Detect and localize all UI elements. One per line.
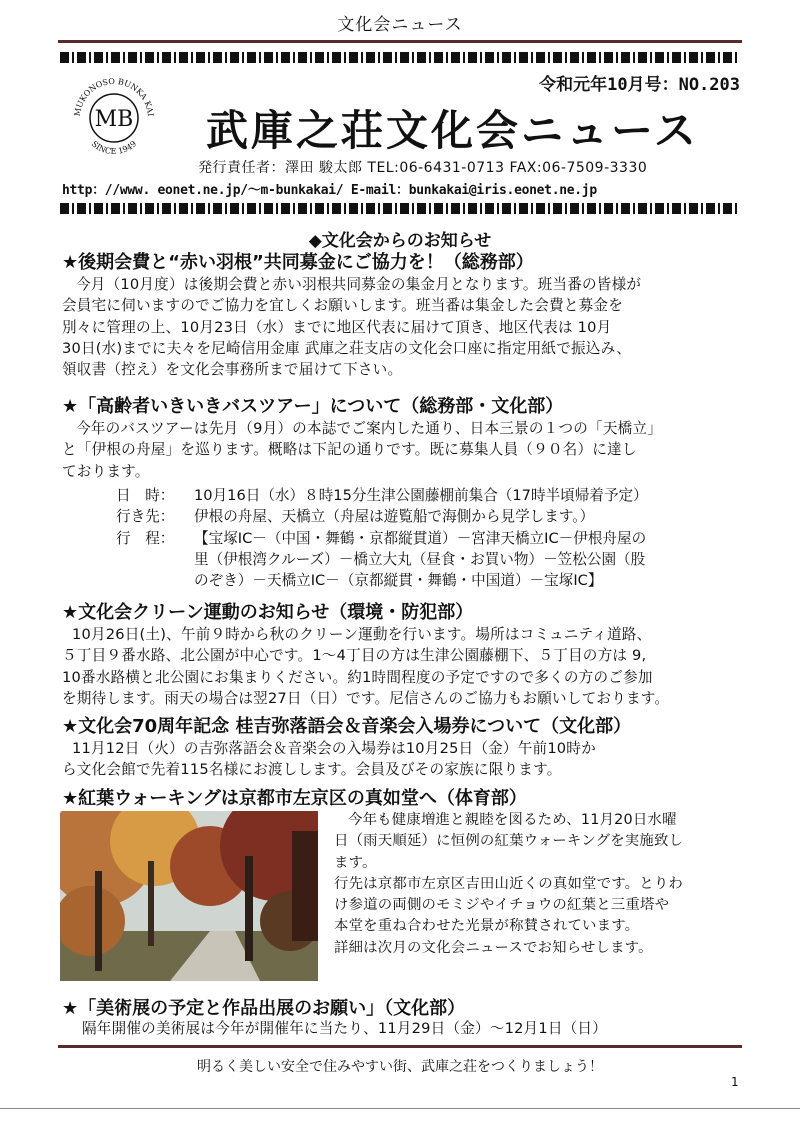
body-line: 隔年開催の美術展は今年が開催年に当たり、11月29日（金）～12月1日（日） xyxy=(82,1020,608,1037)
body-line: 今年のバスツアーは先月（9月）の本誌でご案内した通り、日本三景の１つの「天橋立」 xyxy=(76,420,663,437)
logo-since-text: SINCE 1949 xyxy=(89,139,139,157)
body-line: 11月12日（火）の吉弥落語会＆音楽会の入場券は10月25日（金）午前10時か xyxy=(72,740,596,757)
body-line: ます。 xyxy=(334,854,377,871)
issue-number: 令和元年10月号：NO.203 xyxy=(539,75,740,95)
schedule-label: 行 程： xyxy=(116,529,175,547)
body-line: け参道の両側のモミジやイチョウの紅葉と三重塔や xyxy=(334,897,670,914)
body-line: 10月26日(土)、午前９時から秋のクリーン運動を行います。場所はコミュニティ道路、 xyxy=(72,626,652,643)
article-title: ★「美術展の予定と作品出展のお願い」（文化部） xyxy=(62,998,466,1019)
body-line: 別々に管理の上、10月23日（水）までに地区代表に届けて頂き、地区代表は 10月 xyxy=(62,318,612,336)
body-line: 詳細は次月の文化会ニュースでお知らせします。 xyxy=(334,939,653,956)
logo-ring-text: MUKONOSO BUNKA KAI xyxy=(72,76,155,117)
schedule-text: 伊根の舟屋、天橋立（舟屋は遊覧船で海側から見学します。） xyxy=(194,508,595,526)
schedule-text: のぞき）－天橋立IC－（京都縦貫・舞鶴・中国道）－宝塚IC】 xyxy=(194,572,603,590)
body-line: 会員宅に伺いますのでご協力を宜しくお願いします。班当番は集金した会費と募金を xyxy=(62,297,623,315)
body-line: 今月（10月度）は後期会費と赤い羽根共同募金の集金月となります。班当番の皆様が xyxy=(76,276,642,293)
article-body xyxy=(62,274,641,380)
publisher-info: 発行責任者：澤田 駿太郎 TEL:06-6431-0713 FAX:06-7509-3330 xyxy=(198,160,648,176)
article-title: ★後期会費と“赤い羽根”共同募金にご協力を！（総務部） xyxy=(62,252,534,273)
article-title: ★「高齢者いきいきバスツアー」について（総務部・文化部） xyxy=(62,396,564,417)
running-title: 文化会ニュース xyxy=(337,15,463,35)
schedule-label: 日 時： xyxy=(116,487,175,504)
article-title: ★文化会クリーン運動のお知らせ（環境・防犯部） xyxy=(62,602,474,623)
body-line: 本堂を重ね合わせた光景が称賛されています。 xyxy=(334,918,640,935)
section-title: ◆文化会からのお知らせ xyxy=(308,231,492,251)
article-title: ★文化会70周年記念 桂吉弥落語会＆音楽会入場券について（文化部） xyxy=(62,716,632,737)
article-body xyxy=(62,418,662,482)
body-line: ５丁目９番水路、北公園が中心です。1～4丁目の方は生津公園藤棚下、５丁目の方は 9, xyxy=(62,647,647,665)
body-line: を期待します。雨天の場合は翌27日（日）です。尼信さんのご協力もお願いしております。 xyxy=(62,689,670,707)
next-page-edge xyxy=(0,1108,800,1125)
body-line: 領収書（控え）を文化会事務所まで届けて下さい。 xyxy=(62,361,403,379)
body-line: 10番水路横と北公園にお集まりください。約1時間程度の予定ですので多くの方のご参加 xyxy=(62,668,653,686)
schedule-label: 行き先： xyxy=(116,508,175,526)
article-body xyxy=(62,624,669,709)
body-line: 日（雨天順延）に恒例の紅葉ウォーキングを実施致し xyxy=(334,833,684,850)
logo-mark: MB xyxy=(94,107,134,132)
contact-web-email[interactable]: http：//www. eonet.ne.jp/～m-bunkakai/ E-mail：bunkakai@iris.eonet.ne.jp xyxy=(62,183,597,198)
body-line: と「伊根の舟屋」を巡ります。概略は下記の通りです。既に募集人員（９０名）に達し xyxy=(62,441,637,459)
footer-rule xyxy=(58,1045,742,1048)
body-line: 行先は京都市左京区吉田山近くの真如堂です。とりわ xyxy=(334,875,684,892)
page-number: 1 xyxy=(731,1075,739,1089)
body-line: 30日(水)までに夫々を尼崎信用金庫 武庫之荘支店の文化会口座に指定用紙で振込み、 xyxy=(62,339,632,357)
newsletter-title: 武庫之荘文化会ニュース xyxy=(206,106,699,155)
article-title: ★紅葉ウォーキングは京都市左京区の真如堂へ（体育部） xyxy=(62,788,527,809)
schedule-text: 【宝塚IC－（中国・舞鶴・京都縦貫道）－宮津天橋立IC－伊根舟屋の xyxy=(194,529,647,547)
article-body xyxy=(62,1018,607,1039)
checker-border-bottom xyxy=(60,203,740,214)
body-line: ら文化会館で先着115名様にお渡しします。会員及びその家族に限ります。 xyxy=(62,761,562,779)
body-line: ております。 xyxy=(62,462,150,480)
article-body xyxy=(334,810,683,959)
autumn-leaves-photo xyxy=(60,811,318,981)
bunkakai-logo xyxy=(68,72,160,164)
article-body xyxy=(62,738,596,781)
tour-schedule xyxy=(116,485,746,595)
footer-slogan: 明るく美しい安全で住みやすい街、武庫之荘をつくりましょう！ xyxy=(197,1059,603,1075)
body-line: 今年も健康増進と親睦を図るため、11月20日水曜 xyxy=(348,812,677,828)
schedule-text: 10月16日（水）８時15分生津公園藤棚前集合（17時半頃帰着予定） xyxy=(194,487,648,504)
checker-border-top xyxy=(60,52,740,63)
header-rule xyxy=(58,40,742,43)
schedule-text: 里（伊根湾クルーズ）－橋立大丸（昼食・お買い物）－笠松公園（股 xyxy=(194,550,646,568)
